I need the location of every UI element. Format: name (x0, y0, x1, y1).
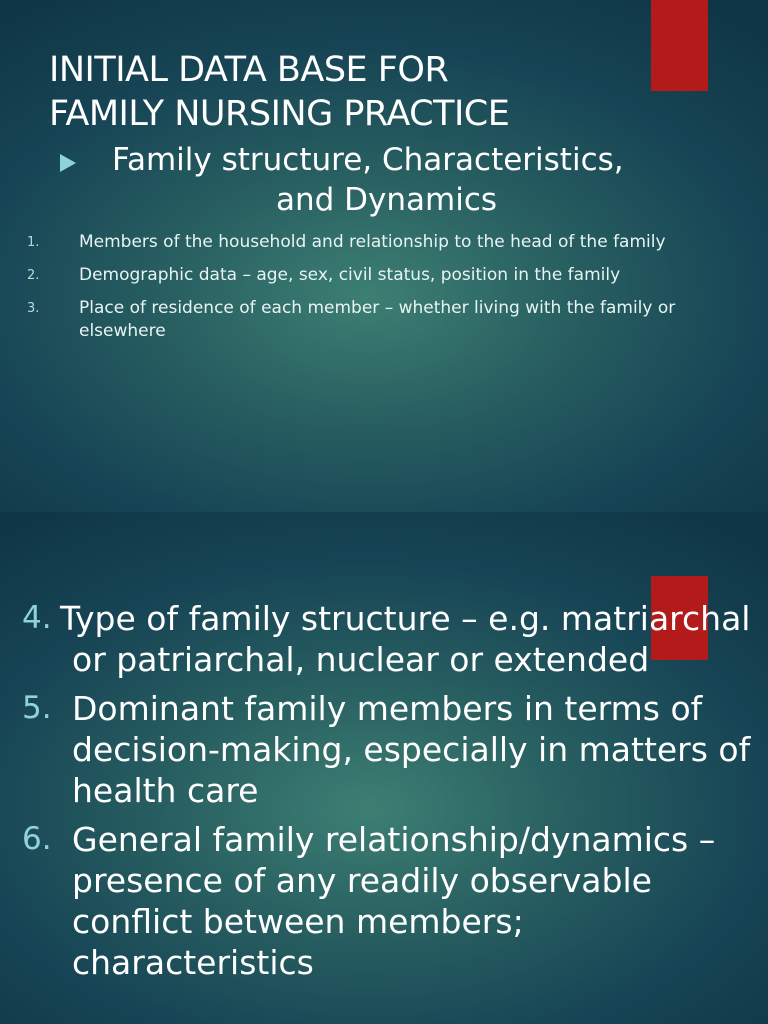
title-line-1: INITIAL DATA BASE FOR (49, 50, 449, 90)
list-item-text-first: Type of family structure – e.g. (60, 599, 551, 638)
list-item-number: 6. (22, 821, 52, 857)
list-item (0, 688, 768, 811)
main-bullet-text (112, 140, 732, 220)
list-item (0, 264, 768, 287)
list-item-number: 1. (27, 235, 40, 250)
list-item (0, 819, 768, 983)
list-item-text: Dominant family members in terms of decision-making, especially in matters of health care (72, 689, 751, 810)
title-line-2: FAMILY NURSING PRACTICE (49, 94, 510, 134)
list-item-text: Members of the household and relationship to the head of the family (79, 232, 666, 252)
list-item-text-rest: matriarchal or patriarchal, nuclear or extended (72, 599, 751, 679)
list-item-text: Place of residence of each member – whether living with the family or elsewhere (79, 298, 676, 341)
list-item-text: Demographic data – age, sex, civil status, position in the family (79, 265, 621, 285)
main-bullet-line-2: and Dynamics (276, 182, 498, 218)
list-item (0, 297, 768, 343)
list-item-number: 3. (27, 301, 40, 316)
numbered-list (0, 231, 768, 353)
main-bullet-line-1: Family structure, Characteristics, (112, 142, 624, 178)
list-item-text: General family relationship/dynamics – presence of any readily observable conflict between members; characteristics (72, 820, 716, 982)
list-item-text (0, 598, 758, 680)
list-item-number: 4. (22, 600, 52, 636)
list-item (0, 231, 768, 254)
accent-bar (651, 0, 708, 91)
list-item-number: 5. (22, 690, 52, 726)
list-item-number: 2. (27, 268, 40, 283)
slide-2 (0, 512, 768, 1024)
list-item (0, 598, 768, 680)
slide-title (49, 48, 509, 136)
numbered-list (0, 598, 768, 991)
triangle-bullet-icon (60, 154, 76, 172)
